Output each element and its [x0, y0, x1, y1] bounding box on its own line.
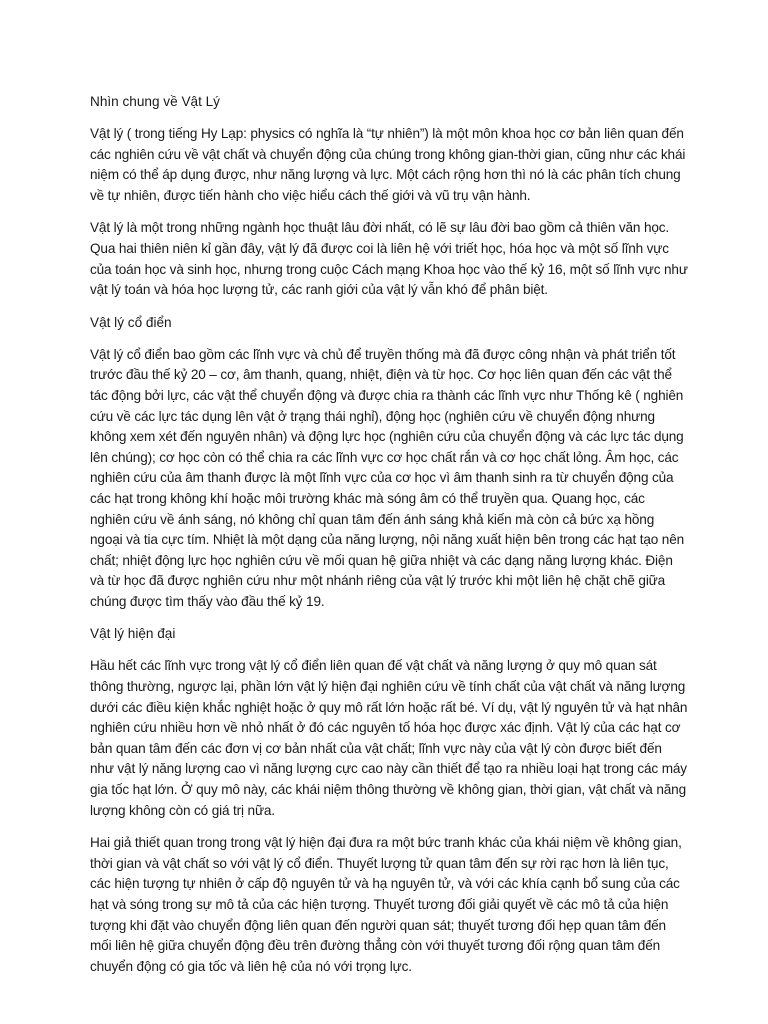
- document-title: Nhìn chung về Vật Lý: [90, 94, 220, 109]
- classical-physics-paragraph: Vật lý cổ điển bao gồm các lĩnh vực và chủ để truyền thống mà đã được công nhận và phát triển tốt trước đầu thế kỷ 20 – cơ, âm thanh, quang, nhiệt, điện và từ học. Cơ học liên quan đến các vật thể tác động bởi lực, các vật thể chuyển động và được chia ra thành các lĩnh vực như Thống kê ( nghiên cứu về các lực tác dụng lên vật ở trạng thái nghỉ), động học (nghiên cứu về chuyển động nhưng không xem xét đến nguyên nhân) và động lực học (nghiên cứu của chuyển động và các lực tác dụng lên chúng); cơ học còn có thể chia ra các lĩnh vực cơ học chất rắn và cơ học chất lỏng. Âm học, các nghiên cứu của âm thanh được là một lĩnh vực của cơ học vì âm thanh sinh ra từ chuyển động của các hạt trong không khí hoặc môi trường khác mà sóng âm có thể truyền qua. Quang học, các nghiên cứu về ánh sáng, nó không chỉ quan tâm đến ánh sáng khả kiến mà còn cả bức xạ hồng ngoại và tia cực tím. Nhiệt là một dạng của năng lượng, nội năng xuất hiện bên trong các hạt tạo nên chất; nhiệt động lực học nghiên cứu về mối quan hệ giữa nhiệt và các dạng năng lượng khác. Điện và từ học đã được nghiên cứu như một nhánh riêng của vật lý trước khi một liên hệ chặt chẽ giữa chúng được tìm thấy vào đầu thế kỷ 19.: [90, 346, 685, 609]
- intro-paragraph-1: Vật lý ( trong tiếng Hy Lạp: physics có nghĩa là “tự nhiên”) là một môn khoa học cơ bản liên quan đến các nghiên cứu về vật chất và chuyển động của chúng trong không gian-thời gian, cũng như các khái niệm có thể áp dụng được, như năng lượng và lực. Một cách rộng hơn thì nó là các phân tích chung về tự nhiên, được tiến hành cho việc hiểu cách thế giới và vũ trụ vận hành.: [90, 126, 686, 203]
- modern-physics-heading: Vật lý hiện đại: [90, 626, 176, 642]
- document-page: [90, 92, 688, 989]
- modern-physics-paragraph-1: Hầu hết các lĩnh vực trong vật lý cổ điển liên quan đế vật chất và năng lượng ở quy mô quan sát thông thường, ngược lại, phần lớn vật lý hiện đại nghiên cứu về tính chất của vật chất và năng lượng dưới các điều kiện khắc nghiệt hoặc ở quy mô rất lớn hoặc rất bé. Ví dụ, vật lý nguyên tử và hạt nhân nghiên cứu nhiều hơn về nhỏ nhất ở đó các nguyên tố hóa học được xác định. Vật lý của các hạt cơ bản quan tâm đến các đơn vị cơ bản nhất của vật chất; lĩnh vực này của vật lý còn được biết đến như vật lý năng lượng cao vì năng lượng cực cao này cần thiết để tạo ra nhiều loại hạt trong các máy gia tốc hạt lớn. Ở quy mô này, các khái niệm thông thường về không gian, thời gian, vật chất và năng lượng không còn có giá trị nữa.: [90, 658, 688, 818]
- intro-paragraph-2: Vật lý là một trong những ngành học thuật lâu đời nhất, có lẽ sự lâu đời bao gồm cả thiên văn học. Qua hai thiên niên kỉ gần đây, vật lý đã được coi là liên hệ với triết học, hóa học và một số lĩnh vực của toán học và sinh học, nhưng trong cuộc Cách mạng Khoa học vào thế kỷ 16, một số lĩnh vực như vật lý toán và hóa học lượng tử, các ranh giới của vật lý vẫn khó để phân biệt.: [90, 220, 688, 298]
- classical-physics-heading: Vật lý cổ điển: [90, 314, 172, 330]
- modern-physics-paragraph-2: Hai giả thiết quan trong trong vật lý hiện đại đưa ra một bức tranh khác của khái niệm về không gian, thời gian và vật chất so với vật lý cổ điển. Thuyết lượng tử quan tâm đến sự rời rạc hơn là liên tục, các hiện tượng tự nhiên ở cấp độ nguyên tử và hạ nguyên tử, và với các khía cạnh bổ sung của các hạt và sóng trong sự mô tả của các hiện tượng. Thuyết tương đối giải quyết về các mô tả của hiện tượng khi đặt vào chuyển động liên quan đến người quan sát; thuyết tương đối hẹp quan tâm đến mối liên hệ giữa chuyển động đều trên đường thẳng còn với thuyết tương đối rộng quan tâm đến chuyển động có gia tốc và liên hệ của nó với trọng lực.: [90, 835, 682, 974]
